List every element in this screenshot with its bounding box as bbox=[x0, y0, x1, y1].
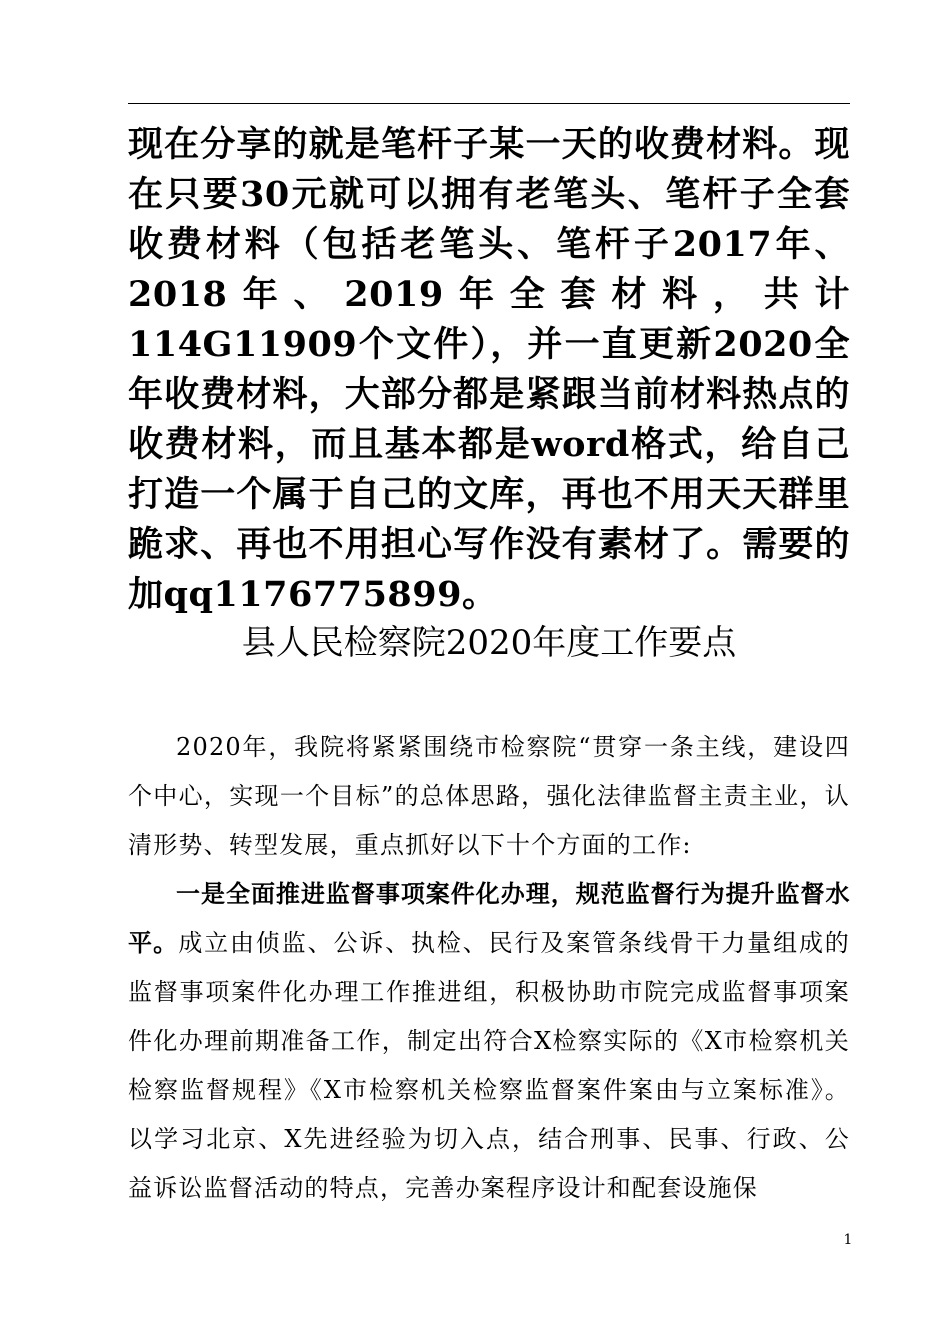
body-paragraph-intro bbox=[128, 723, 850, 870]
paragraph-text: 2020年，我院将紧紧围绕市检察院“贯穿一条主线，建设四个中心，实现一个目标”的总体思路，强化法律监督主责主业，认清形势、转型发展，重点抓好以下十个方面的工作: bbox=[128, 733, 850, 859]
page-number: 1 bbox=[843, 1232, 853, 1248]
promo-paragraph: 现在分享的就是笔杆子某一天的收费材料。现在只要30元就可以拥有老笔头、笔杆子全套收费材料（包括老笔头、笔杆子2017年、2018年、2019年全套材料，共计114G11909个文件），并一直更新2020全年收费材料，大部分都是紧跟当前材料热点的收费材料，而且基本都是word格式，给自己打造一个属于自己的文库，再也不用天天群里跪求、再也不用担心写作没有素材了。需要的加qq1176775899。 bbox=[128, 124, 850, 615]
header-rule bbox=[128, 103, 850, 104]
document-title: 县人民检察院2020年度工作要点 bbox=[241, 623, 737, 663]
paragraph-text: 成立由侦监、公诉、执检、民行及案管条线骨干力量组成的监督事项案件化办理工作推进组，积极协助市院完成监督事项案件化办理前期准备工作，制定出符合X检察实际的《X市检察机关检察监督规程》《X市检察机关检察监督案件案由与立案标准》。以学习北京、X先进经验为切入点，结合刑事、民事、行政、公益诉讼监督活动的特点，完善办案程序设计和配套设施保 bbox=[128, 929, 851, 1202]
paragraph-lead: 一是全面推进监督事项案件化办理，规范监督行为提升监督水平。 bbox=[128, 880, 850, 957]
document-body bbox=[128, 723, 850, 1213]
body-paragraph-1 bbox=[128, 870, 850, 1213]
